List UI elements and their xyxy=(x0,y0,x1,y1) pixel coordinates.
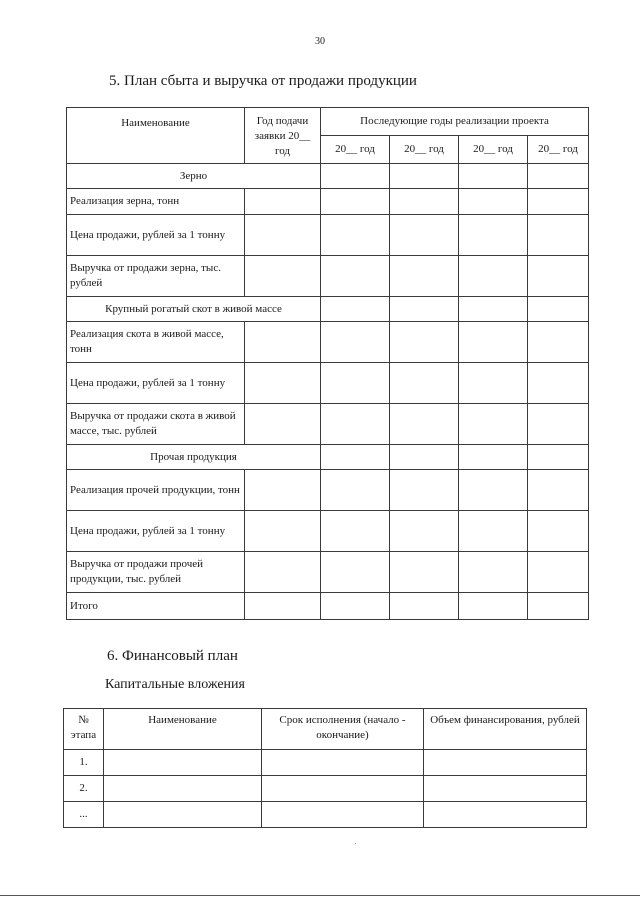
column-header-name: Наименование xyxy=(67,108,245,164)
input-cell[interactable] xyxy=(245,189,321,215)
row-label: Реализация скота в живой массе, тонн xyxy=(67,322,245,363)
input-cell[interactable] xyxy=(459,215,528,256)
input-cell[interactable] xyxy=(321,404,390,445)
input-cell[interactable] xyxy=(390,404,459,445)
column-header-funding: Объем финансирования, рублей xyxy=(424,709,587,750)
empty-cell xyxy=(528,297,589,322)
input-cell[interactable] xyxy=(321,256,390,297)
empty-cell xyxy=(321,164,390,189)
input-cell[interactable] xyxy=(262,776,424,802)
input-cell[interactable] xyxy=(528,256,589,297)
empty-cell xyxy=(390,297,459,322)
input-cell[interactable] xyxy=(245,552,321,593)
input-cell[interactable] xyxy=(245,215,321,256)
empty-cell xyxy=(390,164,459,189)
input-cell[interactable] xyxy=(390,363,459,404)
table-row xyxy=(64,750,587,776)
empty-cell xyxy=(459,297,528,322)
input-cell[interactable] xyxy=(459,363,528,404)
input-cell[interactable] xyxy=(321,322,390,363)
empty-cell xyxy=(528,445,589,470)
input-cell[interactable] xyxy=(528,511,589,552)
input-cell[interactable] xyxy=(459,511,528,552)
input-cell[interactable] xyxy=(528,189,589,215)
row-label: Цена продажи, рублей за 1 тонну xyxy=(67,363,245,404)
input-cell[interactable] xyxy=(104,750,262,776)
group-title: Зерно xyxy=(67,164,321,189)
table-row xyxy=(67,256,589,297)
year-header: 20__ год xyxy=(459,136,528,164)
input-cell[interactable] xyxy=(321,470,390,511)
section-5-title: 5. План сбыта и выручка от продажи продукции xyxy=(109,73,417,89)
year-header: 20__ год xyxy=(528,136,589,164)
input-cell[interactable] xyxy=(245,593,321,620)
row-label: Выручка от продажи скота в живой массе, тыс. рублей xyxy=(67,404,245,445)
empty-cell xyxy=(528,164,589,189)
input-cell[interactable] xyxy=(245,470,321,511)
table-row xyxy=(67,552,589,593)
input-cell[interactable] xyxy=(390,189,459,215)
input-cell[interactable] xyxy=(528,322,589,363)
sales-plan-table xyxy=(66,107,589,620)
table-row xyxy=(67,363,589,404)
column-header-following-years: Последующие годы реализации проекта xyxy=(321,108,589,136)
table-row xyxy=(64,776,587,802)
empty-cell xyxy=(459,164,528,189)
empty-cell xyxy=(321,297,390,322)
input-cell[interactable] xyxy=(321,215,390,256)
input-cell[interactable] xyxy=(390,470,459,511)
input-cell[interactable] xyxy=(321,511,390,552)
input-cell[interactable] xyxy=(245,511,321,552)
input-cell[interactable] xyxy=(459,404,528,445)
input-cell[interactable] xyxy=(528,404,589,445)
input-cell[interactable] xyxy=(528,470,589,511)
input-cell[interactable] xyxy=(245,404,321,445)
stage-number: ... xyxy=(64,802,104,828)
input-cell[interactable] xyxy=(528,215,589,256)
page-edge-line xyxy=(0,895,640,896)
capital-investments-subtitle: Капитальные вложения xyxy=(105,677,245,692)
input-cell[interactable] xyxy=(245,256,321,297)
input-cell[interactable] xyxy=(424,776,587,802)
input-cell[interactable] xyxy=(321,363,390,404)
total-row xyxy=(67,593,589,620)
column-header-application-year: Год подачи заявки 20__ год xyxy=(245,108,321,164)
empty-cell xyxy=(459,445,528,470)
input-cell[interactable] xyxy=(459,322,528,363)
empty-cell xyxy=(390,445,459,470)
table-row xyxy=(67,189,589,215)
input-cell[interactable] xyxy=(528,552,589,593)
row-label: Выручка от продажи зерна, тыс. рублей xyxy=(67,256,245,297)
input-cell[interactable] xyxy=(104,776,262,802)
input-cell[interactable] xyxy=(459,189,528,215)
column-header-term: Срок исполнения (начало - окончание) xyxy=(262,709,424,750)
group-title: Крупный рогатый скот в живой массе xyxy=(67,297,321,322)
input-cell[interactable] xyxy=(104,802,262,828)
row-label: Реализация прочей продукции, тонн xyxy=(67,470,245,511)
capital-investments-table xyxy=(63,708,587,828)
scan-speck xyxy=(355,843,356,844)
table-row xyxy=(67,511,589,552)
year-header: 20__ год xyxy=(321,136,390,164)
row-label: Выручка от продажи прочей продукции, тыс. рублей xyxy=(67,552,245,593)
total-label: Итого xyxy=(67,593,245,620)
input-cell[interactable] xyxy=(390,215,459,256)
input-cell[interactable] xyxy=(459,256,528,297)
input-cell[interactable] xyxy=(390,593,459,620)
stage-number: 1. xyxy=(64,750,104,776)
input-cell[interactable] xyxy=(262,802,424,828)
year-header: 20__ год xyxy=(390,136,459,164)
column-header-stage-no: № этапа xyxy=(64,709,104,750)
table-row xyxy=(67,215,589,256)
column-header-name: Наименование xyxy=(104,709,262,750)
input-cell[interactable] xyxy=(459,552,528,593)
input-cell[interactable] xyxy=(528,363,589,404)
input-cell[interactable] xyxy=(459,470,528,511)
input-cell[interactable] xyxy=(321,189,390,215)
table-row xyxy=(67,322,589,363)
input-cell[interactable] xyxy=(390,511,459,552)
stage-number: 2. xyxy=(64,776,104,802)
input-cell[interactable] xyxy=(390,552,459,593)
input-cell[interactable] xyxy=(245,322,321,363)
input-cell[interactable] xyxy=(424,802,587,828)
input-cell[interactable] xyxy=(424,750,587,776)
row-label: Цена продажи, рублей за 1 тонну xyxy=(67,511,245,552)
section-6-title: 6. Финансовый план xyxy=(107,648,238,664)
group-title: Прочая продукция xyxy=(67,445,321,470)
table-row xyxy=(67,470,589,511)
table-row xyxy=(64,802,587,828)
empty-cell xyxy=(321,445,390,470)
input-cell[interactable] xyxy=(528,593,589,620)
table-row xyxy=(67,404,589,445)
input-cell[interactable] xyxy=(459,593,528,620)
input-cell[interactable] xyxy=(321,552,390,593)
input-cell[interactable] xyxy=(245,363,321,404)
page-number: 30 xyxy=(315,36,325,47)
row-label: Цена продажи, рублей за 1 тонну xyxy=(67,215,245,256)
input-cell[interactable] xyxy=(390,322,459,363)
input-cell[interactable] xyxy=(321,593,390,620)
input-cell[interactable] xyxy=(390,256,459,297)
input-cell[interactable] xyxy=(262,750,424,776)
row-label: Реализация зерна, тонн xyxy=(67,189,245,215)
